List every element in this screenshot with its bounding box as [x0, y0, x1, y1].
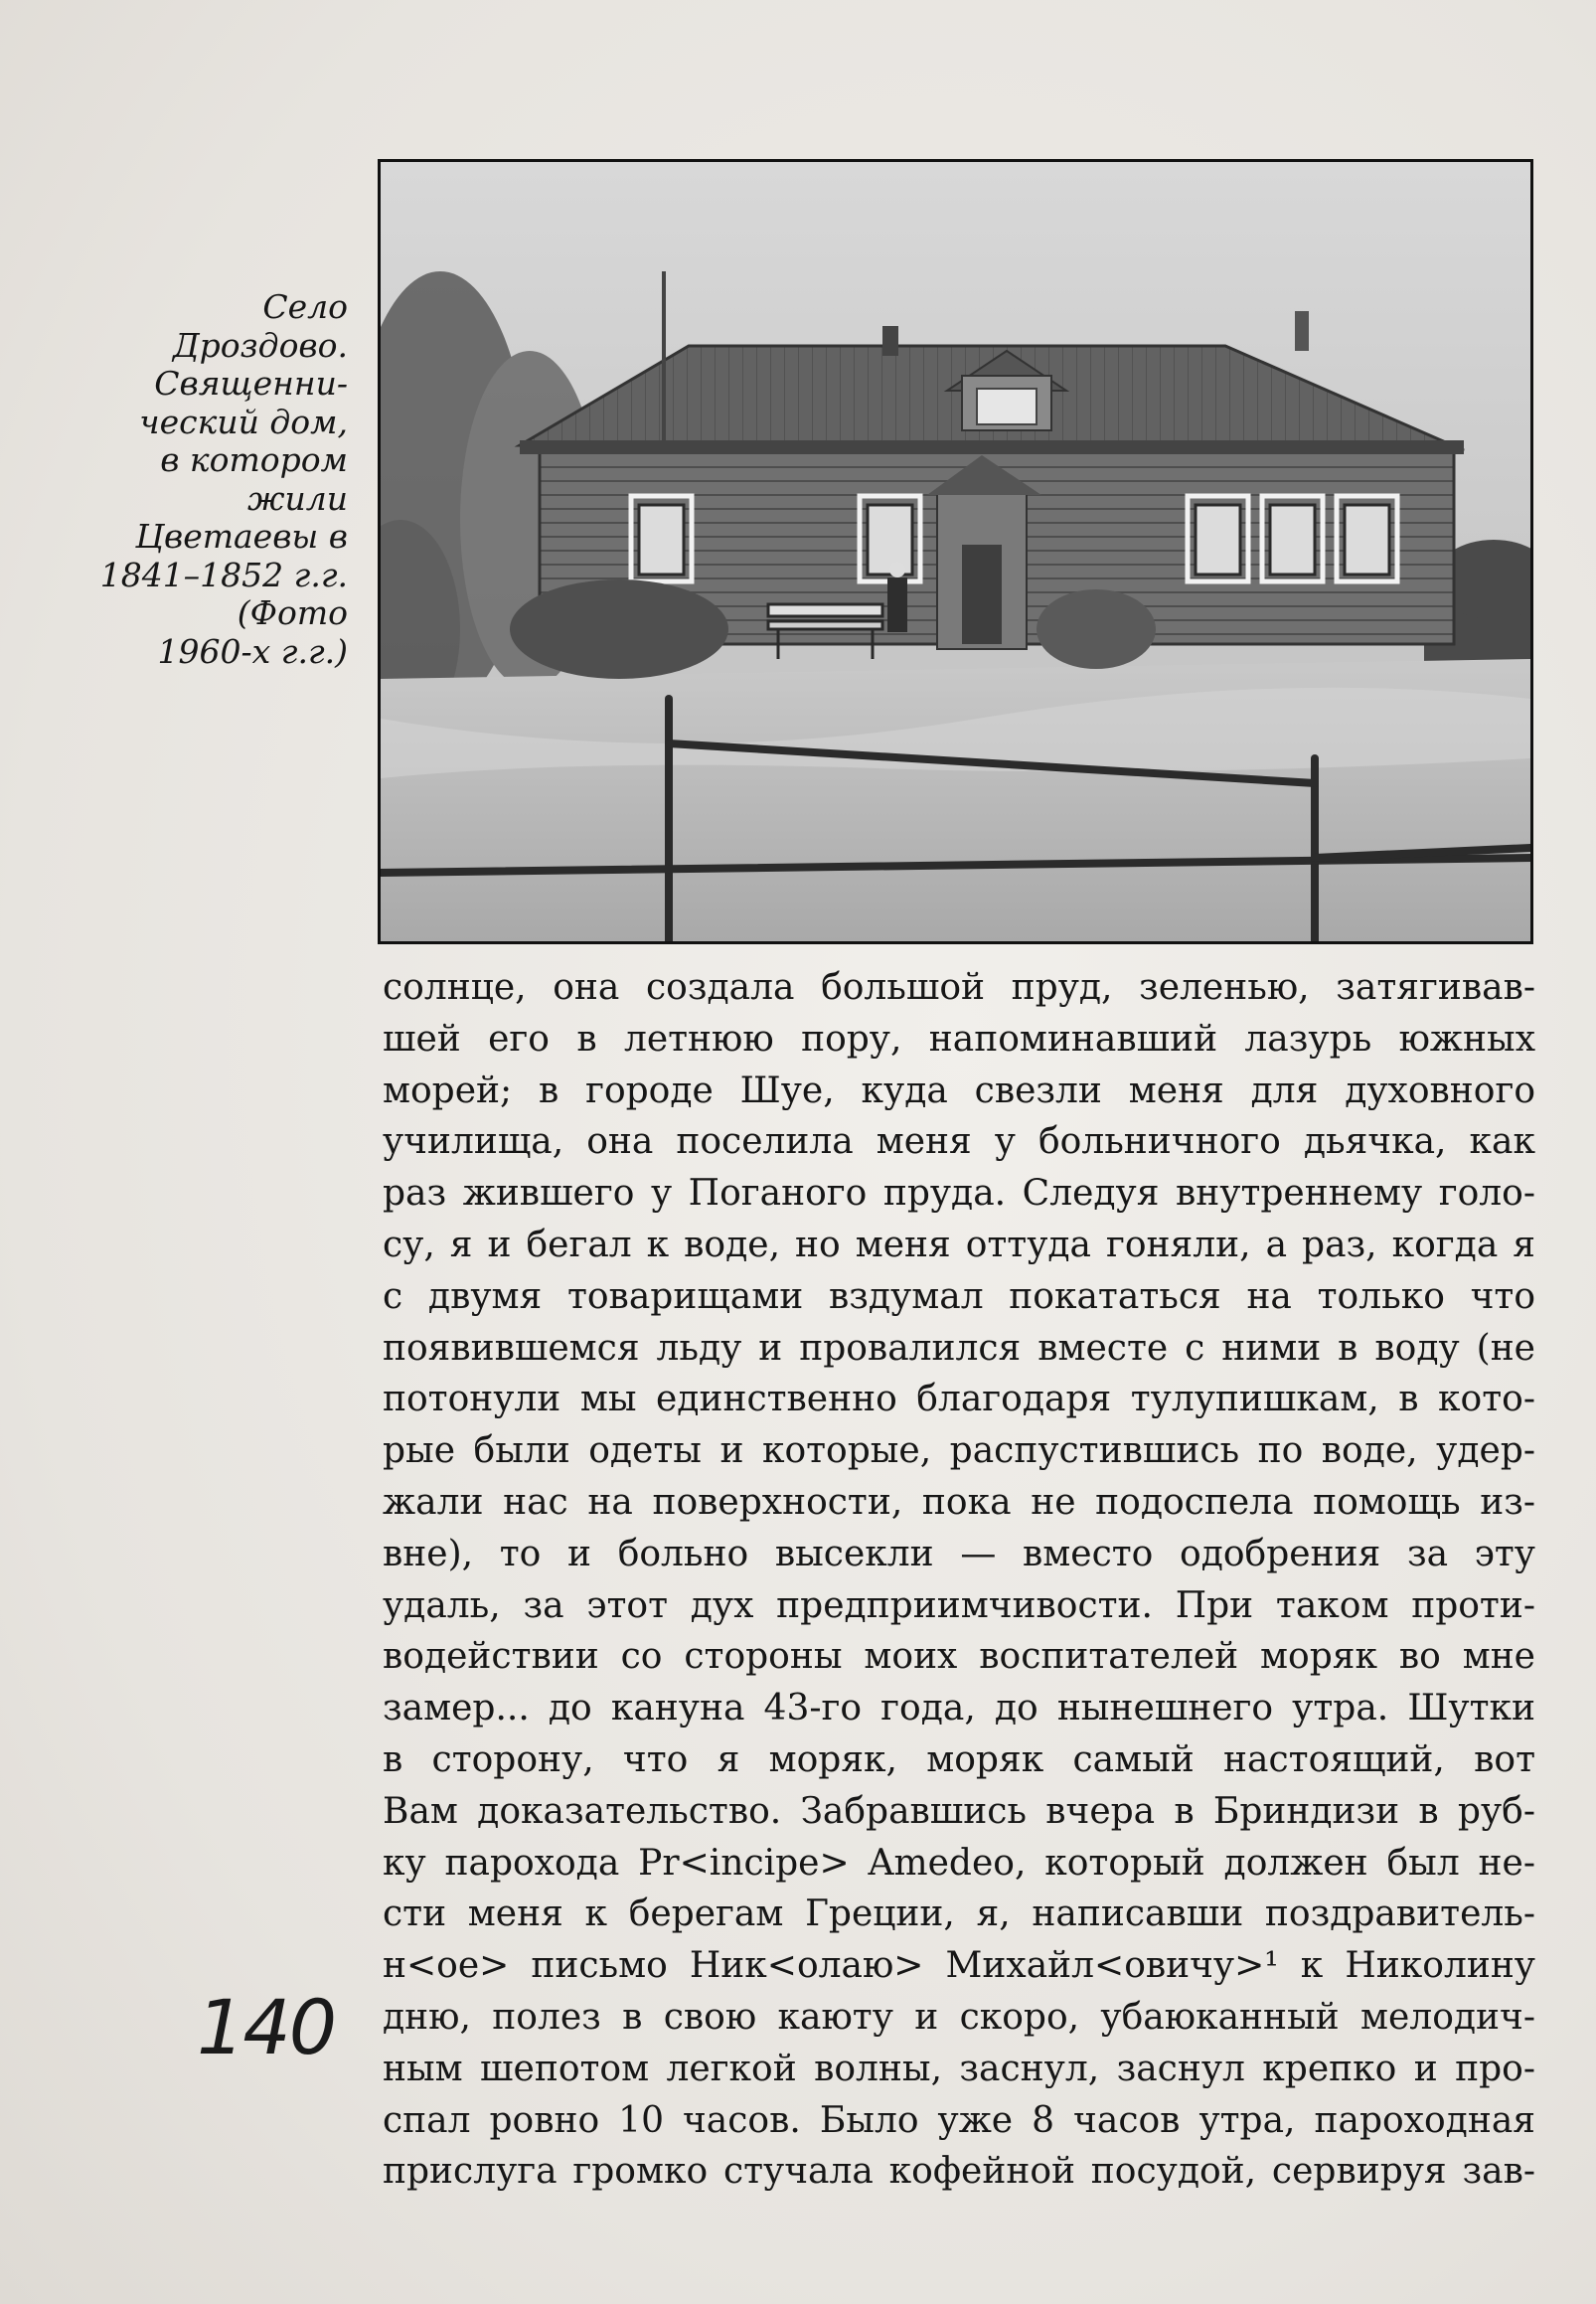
caption-line: 1841–1852 г.г. [99, 555, 348, 594]
text-line: ку парохода Pr<incipe> Amedeo, который должен был не- [383, 1842, 1535, 1884]
caption-line: Село [262, 287, 348, 326]
text-line: раз жившего у Поганого пруда. Следуя внутреннему голо- [383, 1173, 1535, 1215]
text-line: Вам доказательство. Забравшись вчера в Бриндизи в руб- [383, 1790, 1535, 1832]
text-line: прислуга громко стучала кофейной посудой, сервируя зав- [383, 2151, 1535, 2193]
text-line: вне), то и больно высекли — вместо одобрения за эту [383, 1533, 1535, 1574]
text-line: училища, она поселила меня у больничного дьячка, как [383, 1121, 1535, 1163]
text-line: ным шепотом легкой волны, заснул, заснул крепко и про- [383, 2048, 1535, 2089]
text-line: водействии со стороны моих воспитателей моряк во мне [383, 1636, 1535, 1678]
text-line: сти меня к берегам Греции, я, написавши поздравитель- [383, 1893, 1535, 1935]
caption-line: Дроздово. [172, 325, 348, 365]
caption-line: в котором [160, 440, 348, 479]
caption-line: (Фото [237, 593, 348, 632]
text-line: появившемся льду и провалился вместе с ними в воду (не [383, 1327, 1535, 1369]
house-illustration [381, 162, 1530, 941]
page-number: 140 [197, 1983, 336, 2071]
house-photo [378, 159, 1533, 944]
caption-line: Цветаевы в [135, 517, 348, 556]
body-text [383, 962, 1535, 2198]
text-line: шей его в летнюю пору, напоминавший лазурь южных [383, 1018, 1535, 1060]
caption-line: Священни- [154, 364, 348, 403]
text-line: потонули мы единственно благодаря тулупишкам, в кото- [383, 1379, 1535, 1420]
text-line: морей; в городе Шуе, куда свезли меня для духовного [383, 1070, 1535, 1111]
text-line: с двумя товарищами вздумал покататься на только что [383, 1275, 1535, 1317]
text-line: су, я и бегал к воде, но меня оттуда гоняли, а раз, когда я [383, 1224, 1535, 1265]
text-line: рые были одеты и которые, распустившись по воде, удер- [383, 1430, 1535, 1472]
caption-line: жили [246, 478, 348, 518]
person [887, 562, 907, 632]
text-line: жали нас на поверхности, пока не подоспела помощь из- [383, 1481, 1535, 1523]
text-line: замер... до кануна 43-го года, до нынешнего утра. Шутки [383, 1688, 1535, 1729]
caption-line: 1960-х г.г.) [157, 631, 348, 671]
text-line: удаль, за этот дух предприимчивости. При таком проти- [383, 1584, 1535, 1626]
text-line: в сторону, что я моряк, моряк самый настоящий, вот [383, 1738, 1535, 1780]
text-line: дню, полез в свою каюту и скоро, убаюканный мелодич- [383, 1996, 1535, 2038]
photo-caption [60, 288, 348, 671]
text-line: н<ое> письмо Ник<олаю> Михайл<овичу>¹ к Николину [383, 1945, 1535, 1987]
text-line: солнце, она создала большой пруд, зеленью, затягивав- [383, 967, 1535, 1008]
text-line: спал ровно 10 часов. Было уже 8 часов утра, пароходная [383, 2099, 1535, 2141]
caption-line: ческий дом, [139, 402, 348, 441]
